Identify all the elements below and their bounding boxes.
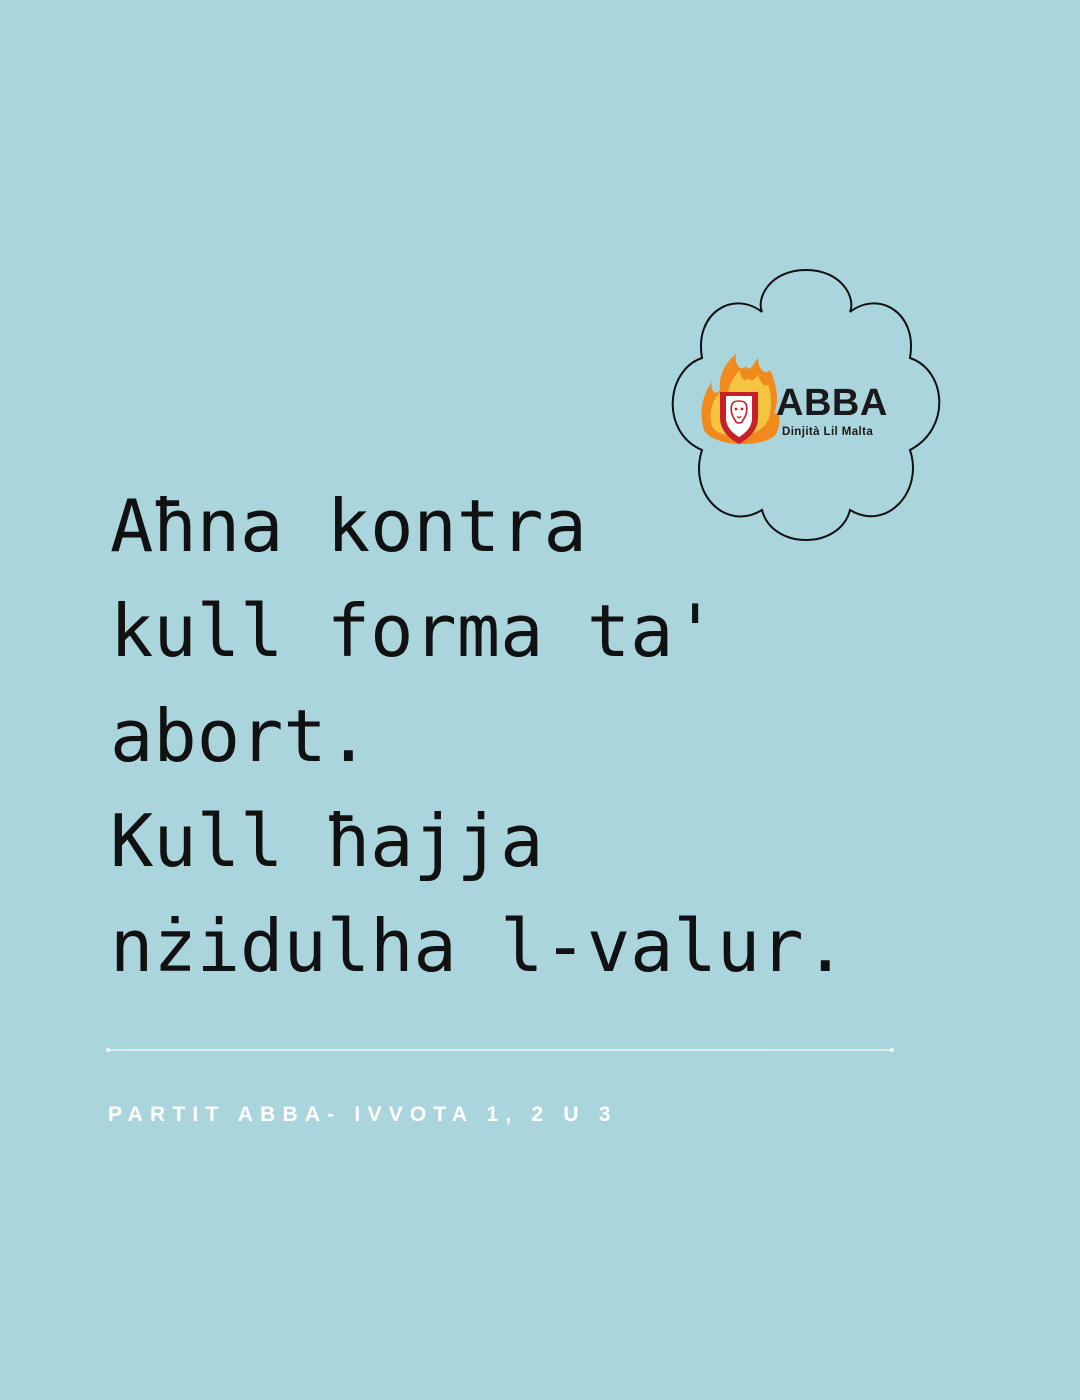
- headline-line-5: nżidulha l-valur.: [110, 904, 847, 988]
- headline-line-3: abort.: [110, 694, 371, 778]
- divider-line: [108, 1049, 892, 1051]
- footer-caption: PARTIT ABBA- IVVOTA 1, 2 U 3: [108, 1103, 618, 1126]
- headline-line-4: Kull ħajja: [110, 799, 544, 883]
- headline-line-1: Aħna kontra: [110, 484, 587, 568]
- headline-line-2: kull forma ta': [110, 589, 717, 673]
- headline: [110, 474, 990, 999]
- flaming-lion-shield-icon: [696, 352, 782, 452]
- logo-name: ABBA: [776, 382, 888, 424]
- logo-tagline: Dinjità Lil Malta: [782, 426, 874, 438]
